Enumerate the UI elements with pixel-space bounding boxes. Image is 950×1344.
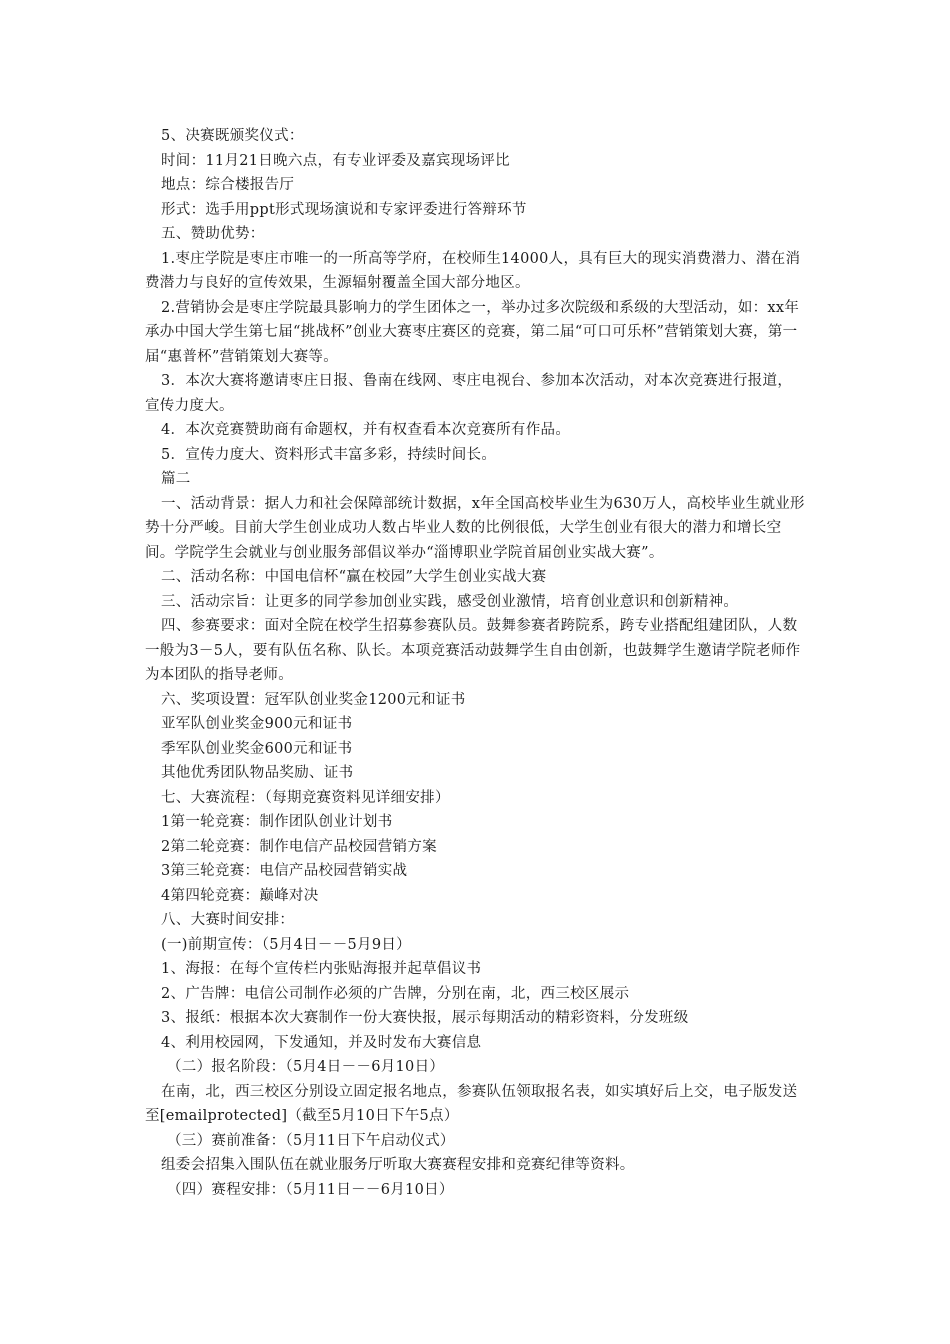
list-item: 3、报纸：根据本次大赛制作一份大赛快报，展示每期活动的精彩资料，分发班级	[161, 1010, 689, 1026]
section-heading: 篇二	[161, 471, 191, 487]
paragraph: 四、参赛要求：面对全院在校学生招募参赛队员。鼓舞参赛者跨院系，跨专业搭配组建团队，人数一般为3－5人，要有队伍名称、队长。本项竞赛活动鼓舞学生自由创新，也鼓舞学生邀请学院老师作为本团队的指导老师。	[145, 618, 801, 683]
list-item: 2第二轮竞赛：制作电信产品校园营销方案	[161, 838, 437, 855]
paragraph: 2.营销协会是枣庄学院最具影响力的学生团体之一，举办过多次院级和系级的大型活动，如：xx年承办中国大学生第七届“挑战杯”创业大赛枣庄赛区的竞赛，第二届“可口可乐杯”营销策划大赛，第一届“惠普杯”营销策划大赛等。	[145, 299, 800, 365]
paragraph: 形式：选手用ppt形式现场演说和专家评委进行答辩环节	[161, 201, 527, 218]
paragraph: 时间：11月21日晚六点，有专业评委及嘉宾现场评比	[161, 152, 510, 169]
paragraph: 一、活动背景：据人力和社会保障部统计数据，x年全国高校毕业生为630万人，高校毕业生就业形势十分严峻。目前大学生创业成功人数占毕业人数的比例很低，大学生创业有很大的潜力和增长空间。学院学生会就业与创业服务部倡议举办“淄博职业学院首届创业实战大赛”。	[145, 495, 805, 561]
subsection-heading: （四）赛程安排：（5月11日－－6月10日）	[167, 1181, 454, 1198]
list-item: 1、海报：在每个宣传栏内张贴海报并起草倡议书	[161, 961, 482, 977]
paragraph: 季军队创业奖金600元和证书	[161, 740, 353, 757]
document-body	[145, 124, 805, 1202]
list-item: 2、广告牌：电信公司制作必须的广告牌，分别在南，北，西三校区展示	[161, 985, 630, 1002]
list-item: 1第一轮竞赛：制作团队创业计划书	[161, 814, 393, 830]
section-heading: 八、大赛时间安排：	[161, 912, 295, 928]
paragraph: 六、奖项设置：冠军队创业奖金1200元和证书	[161, 691, 466, 708]
paragraph: 5．宣传力度大、资料形式丰富多彩，持续时间长。	[161, 446, 497, 463]
paragraph: 三、活动宗旨：让更多的同学参加创业实践，感受创业激情，培育创业意识和创新精神。	[161, 593, 739, 610]
paragraph: 5、决赛既颁奖仪式：	[161, 128, 304, 144]
section-heading: 七、大赛流程：（每期竞赛资料见详细安排）	[161, 789, 450, 806]
paragraph: 1.枣庄学院是枣庄市唯一的一所高等学府，在校师生14000人，具有巨大的现实消费潜力、潜在消费潜力与良好的宣传效果，生源辐射覆盖全国大部分地区。	[145, 250, 801, 291]
paragraph: 组委会招集入围队伍在就业服务厅听取大赛赛程安排和竞赛纪律等资料。	[161, 1157, 635, 1173]
subsection-heading: （三）赛前准备：（5月11日下午启动仪式）	[167, 1132, 455, 1149]
list-item: 4第四轮竞赛：巅峰对决	[161, 887, 319, 904]
list-item: 3第三轮竞赛：电信产品校园营销实战	[161, 863, 408, 879]
paragraph: 亚军队创业奖金900元和证书	[161, 716, 353, 732]
paragraph: 在南，北，西三校区分别设立固定报名地点，参赛队伍领取报名表，如实填好后上交，电子版发送至[emailprotected]（截至5月10日下午5点）	[145, 1083, 798, 1124]
section-heading: 五、赞助优势：	[161, 226, 265, 242]
subsection-heading: （二）报名阶段：（5月4日－－6月10日）	[167, 1059, 445, 1075]
list-item: 4、利用校园网，下发通知，并及时发布大赛信息	[161, 1034, 482, 1051]
paragraph: 其他优秀团队物品奖励、证书	[161, 765, 354, 781]
paragraph: 二、活动名称：中国电信杯“赢在校园”大学生创业实战大赛	[161, 569, 547, 585]
paragraph: 4．本次竞赛赞助商有命题权，并有权查看本次竞赛所有作品。	[161, 422, 571, 438]
subsection-heading: (一)前期宣传：（5月4日－－5月9日）	[161, 936, 411, 953]
paragraph: 地点：综合楼报告厅	[161, 177, 295, 193]
paragraph: 3．本次大赛将邀请枣庄日报、鲁南在线网、枣庄电视台、参加本次活动，对本次竞赛进行报道，宣传力度大。	[145, 373, 793, 414]
